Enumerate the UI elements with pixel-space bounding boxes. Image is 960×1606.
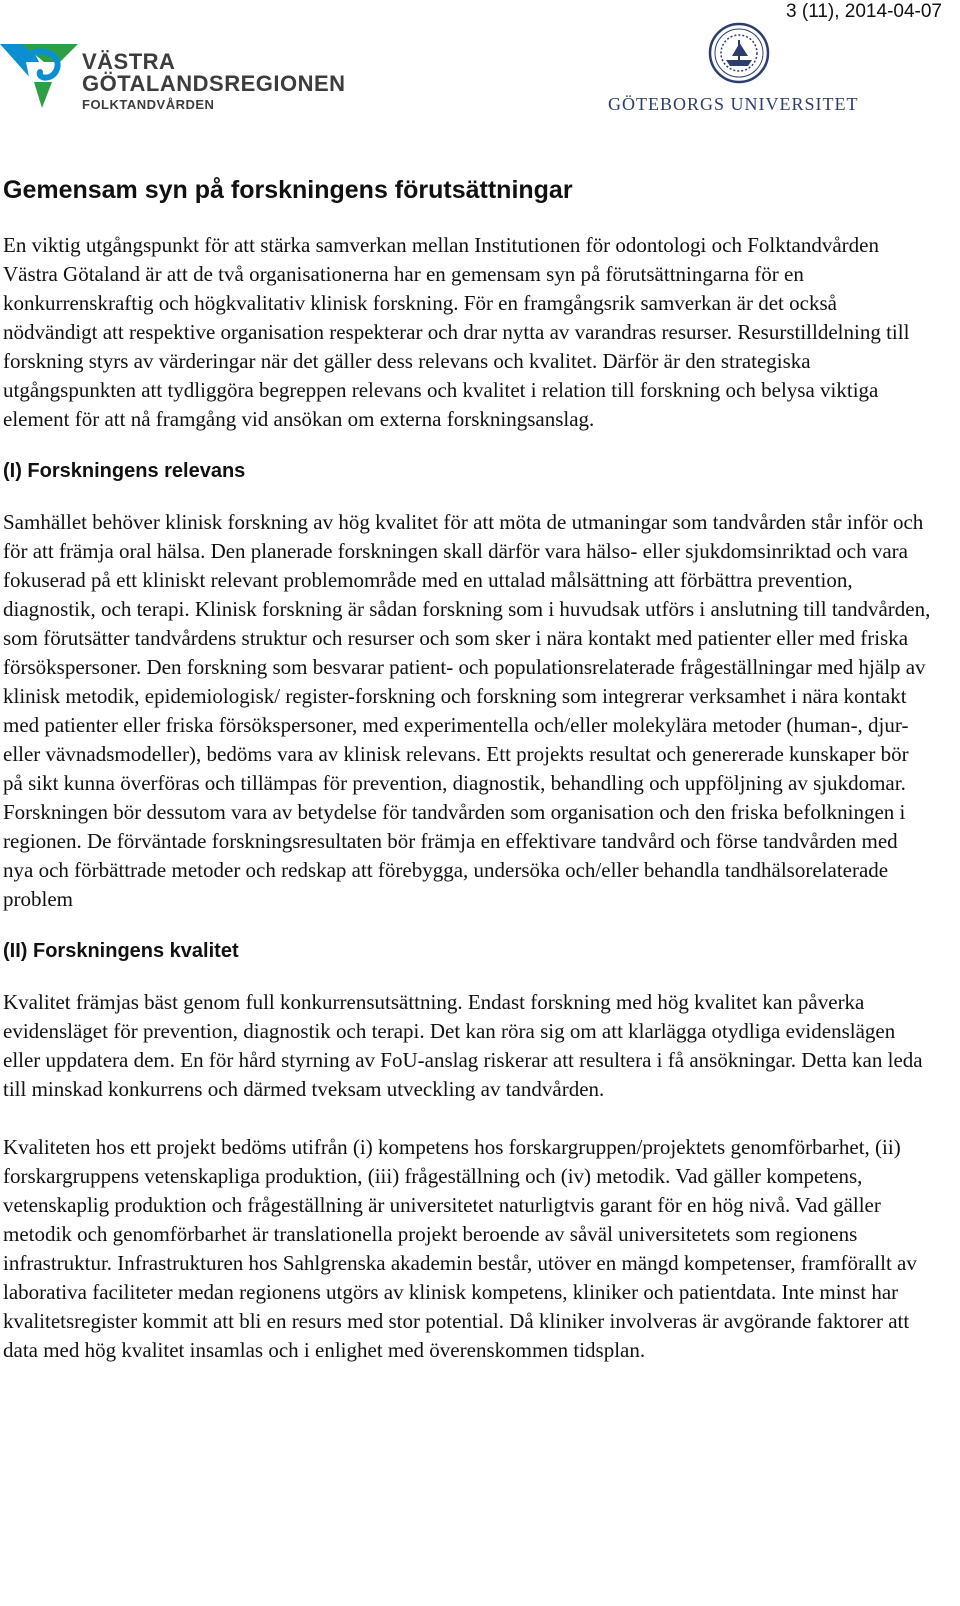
- gu-logo: [608, 22, 878, 118]
- vgr-logo-line3: FOLKTANDVÅRDEN: [82, 97, 215, 112]
- quality-paragraph-2: Kvaliteten hos ett projekt bedöms utifrån (i) kompetens hos forskargruppen/projektets genomförbarhet, (ii) forskargruppens vetenskapliga produktion, (iii) frågeställning och (iv) metodik. Vad gäller kompetens, vetenskaplig produktion och frågeställning är universitetet naturligtvis garant för en hög nivå. Vad gäller metodik och genomförbarhet är translationella projekt beroende av såväl universitetets som regionens infrastruktur. Infrastrukturen hos Sahlgrenska akademin består, utöver en mängd kompetenser, framförallt av laborativa faciliteter medan regionens utgörs av klinisk kompetens, kliniker och patientdata. Inte minst har kvalitetsregister kommit att bli en resurs med stor potential. Då kliniker involveras är avgörande faktorer att data med hög kvalitet insamlas och i enlighet med överenskommen tidsplan.: [3, 1135, 917, 1362]
- page-number: 3 (11), 2014-04-07: [786, 1, 942, 22]
- relevance-paragraph: Samhället behöver klinisk forskning av hög kvalitet för att möta de utmaningar som tandvården står inför och för att främja oral hälsa. Den planerade forskningen skall därför vara hälso- eller sjukdomsinriktad och vara fokuserad på ett kliniskt relevant problemområde med en uttalad målsättning att förbättra prevention, diagnostik, och terapi. Klinisk forskning är sådan forskning som i huvudsak utförs i anslutning till tandvården, som förutsätter tandvårdens struktur och resurser och som sker i nära kontakt med patienter eller med friska försökspersoner. Den forskning som besvarar patient- och populationsrelaterade frågeställningar med hjälp av klinisk metodik, epidemiologisk/ register-forskning och forskning som integrerar verksamhet i nära kontakt med patienter eller friska försökspersoner, med experimentella och/eller molekylära metoder (human-, djur- eller vävnadsmodeller), bedöms vara av klinisk relevans. Ett projekts resultat och genererade kunskaper bör på sikt kunna överföras och tillämpas för prevention, diagnostik, behandling och uppföljning av sjukdomar. Forskningen bör dessutom vara av betydelse för tandvården som organisation och den friska befolkningen i regionen. De förväntade forskningsresultaten bör främja en effektivare tandvård och förse tandvården med nya och förbättrade metoder och redskap att förebygga, undersöka och/eller behandla tandhälsorelaterade problem: [3, 510, 931, 911]
- vgr-logo: [0, 40, 346, 118]
- vgr-logo-mark-icon: [0, 42, 80, 110]
- intro-paragraph: En viktig utgångspunkt för att stärka samverkan mellan Institutionen för odontologi och Folktandvården Västra Götaland är att de två organisationerna har en gemensam syn på förutsättningarna för en konkurrenskraftig och högkvalitativ klinisk forskning. För en framgångsrik samverkan är det också nödvändigt att respektive organisation respekterar och drar nytta av varandras resurser. Resurstilldelning till forskning styrs av värderingar när det gäller dess relevans och kvalitet. Därför är den strategiska utgångspunkten att tydliggöra begreppen relevans och kvalitet i relation till forskning och belysa viktiga element för att nå framgång vid ansökan om externa forskningsanslag.: [3, 233, 910, 431]
- quality-paragraph-1: Kvalitet främjas bäst genom full konkurrensutsättning. Endast forskning med hög kvalitet kan påverka evidensläget för prevention, diagnostik och terapi. Det kan röra sig om att klarlägga otydliga evidenslägen eller uppdatera dem. En för hård styrning av FoU-anslag riskerar att resultera i få ansökningar. Detta kan leda till minskad konkurrens och därmed tveksam utveckling av tandvården.: [3, 990, 923, 1101]
- section-heading-quality: (II) Forskningens kvalitet: [3, 940, 239, 962]
- document-title: Gemensam syn på forskningens förutsättningar: [3, 176, 573, 204]
- vgr-logo-line1: VÄSTRA: [82, 49, 176, 74]
- gu-seal-icon: [708, 22, 770, 84]
- document-body: [3, 174, 933, 1387]
- gu-logo-name: GÖTEBORGS UNIVERSITET: [608, 94, 859, 114]
- section-heading-relevance: (I) Forskningens relevans: [3, 460, 246, 482]
- vgr-logo-line2: GÖTALANDSREGIONEN: [82, 71, 346, 96]
